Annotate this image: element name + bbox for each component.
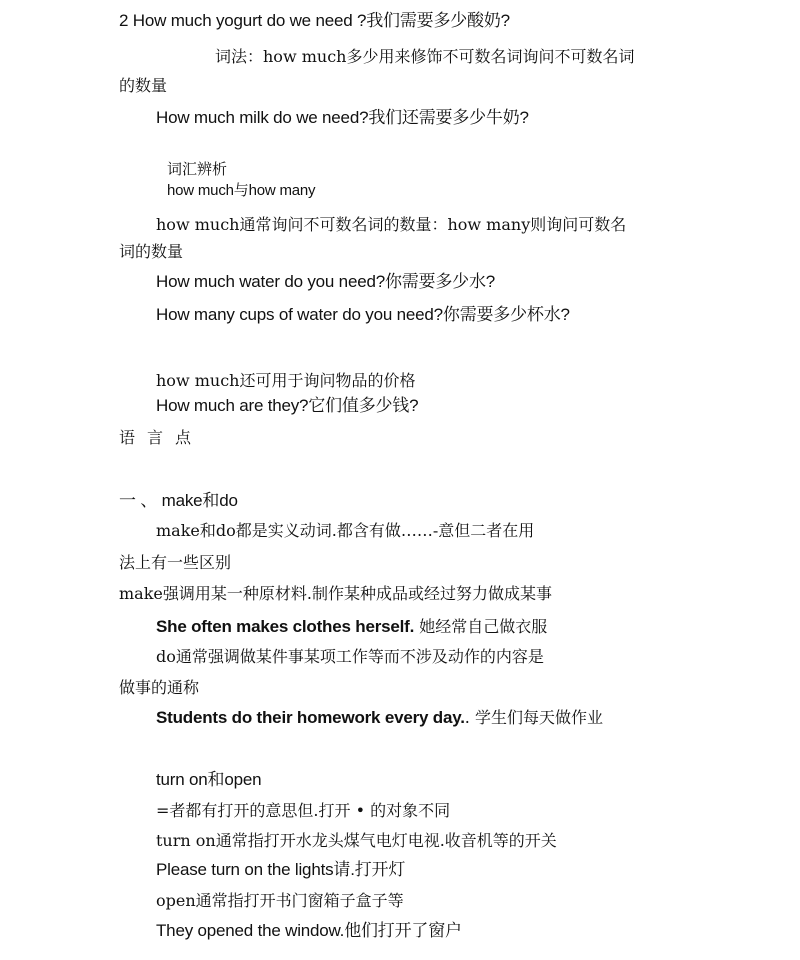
open-explanation: open通常指打开书门窗箱子盒子等 — [156, 891, 404, 910]
vocabulary-explanation-continued: 词的数量 — [119, 242, 184, 261]
example-make-english: She often makes clothes herself. — [156, 617, 415, 636]
turn-on-open-explanation: =者都有打开的意思但.打开 • 的对象不同 — [156, 801, 451, 820]
example-milk: How much milk do we need?我们还需要多少牛奶? — [156, 108, 529, 127]
do-explanation-continued: 做事的通称 — [119, 678, 200, 697]
do-explanation: do通常强调做某件事某项工作等而不涉及动作的内容是 — [156, 647, 544, 666]
make-do-explanation: make和do都是实义动词.都含有做……-意但二者在用 — [156, 521, 535, 540]
example-open: They opened the window.他们打开了窗户 — [156, 921, 462, 940]
point-heading-turn-on-open: turn on和open — [156, 770, 262, 789]
example-cups-of-water: How many cups of water do you need?你需要多少杯水? — [156, 305, 570, 324]
example-make-chinese: 她经常自己做衣服 — [414, 617, 548, 636]
example-turn-on: Please turn on the lights请.打开灯 — [156, 860, 406, 879]
example-do-chinese: . 学生们每天做作业 — [464, 708, 603, 727]
example-water: How much water do you need?你需要多少水? — [156, 272, 496, 291]
vocabulary-explanation: how much通常询问不可数名词的数量：how many则询问可数名 — [156, 215, 627, 234]
vocabulary-heading: 词汇辨析 — [167, 160, 228, 178]
example-price: How much are they?它们值多少钱? — [156, 396, 419, 415]
point-heading-make-do: 一 、 make和do — [119, 491, 238, 510]
turn-on-explanation: turn on通常指打开水龙头煤气电灯电视.收音机等的开关 — [156, 831, 557, 850]
heading-how-much-yogurt: 2 How much yogurt do we need ?我们需要多少酸奶? — [119, 11, 510, 30]
price-note: how much还可用于询问物品的价格 — [156, 371, 416, 390]
grammar-note: 词法：how much多少用来修饰不可数名词询问不可数名词 — [215, 47, 635, 66]
section-heading-language-points: 语言点 — [119, 428, 204, 447]
make-explanation: make强调用某一种原材料.制作某种成品或经过努力做成某事 — [119, 584, 552, 603]
grammar-note-continued: 的数量 — [119, 76, 168, 95]
example-do-line — [156, 709, 603, 727]
make-do-explanation-continued: 法上有一些区别 — [119, 553, 232, 572]
example-make-line — [156, 618, 547, 636]
example-do-english: Students do their homework every day. — [156, 708, 465, 727]
vocabulary-subheading: how much与how many — [167, 182, 316, 199]
